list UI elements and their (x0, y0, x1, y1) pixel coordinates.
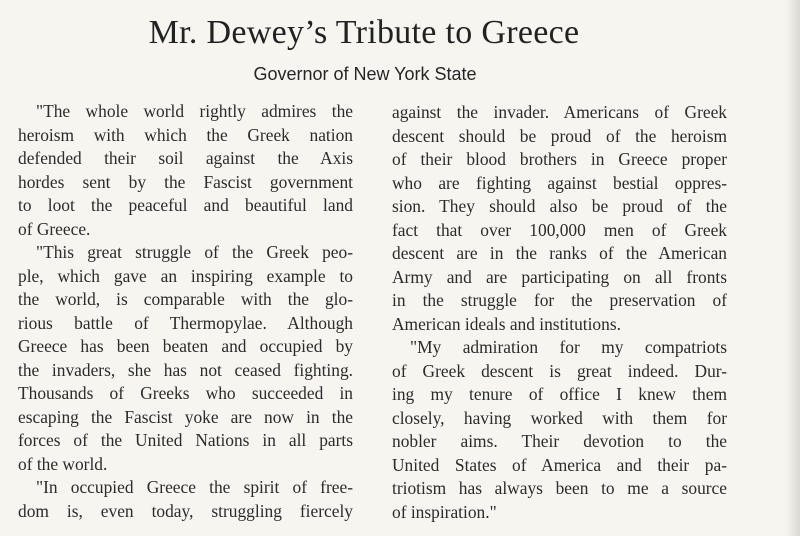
text-line: fact that over 100,000 men of Greek (392, 219, 727, 240)
text-line: Greece has been beaten and occupied by (18, 336, 353, 356)
text-column-right (392, 101, 727, 524)
page-edge-shadow (786, 0, 800, 536)
text-line: "The whole world rightly admires the (36, 101, 353, 121)
text-line: closely, having worked with them for (392, 407, 727, 428)
text-line: sion. They should also be proud of the (392, 196, 727, 216)
text-line: ple, which gave an inspiring example to (18, 265, 353, 286)
text-line: United States of America and their pa- (392, 454, 727, 475)
text-line: forces of the United Nations in all parts (18, 430, 353, 450)
text-line: Thousands of Greeks who succeeded in (18, 383, 353, 403)
text-line: ing my tenure of office I knew them (392, 384, 727, 404)
text-line: rious battle of Thermopylae. Although (18, 312, 353, 333)
text-line: defended their soil against the Axis (18, 148, 353, 168)
article-title: Mr. Dewey’s Tribute to Greece (148, 14, 580, 51)
text-line: the world, is comparable with the glo- (18, 289, 353, 309)
text-line: nobler aims. Their devotion to the (392, 431, 727, 451)
text-line: escaping the Fascist yoke are now in the (18, 406, 353, 427)
text-line: in the struggle for the preservation of (392, 290, 727, 310)
text-line: descent should be proud of the heroism (392, 125, 727, 146)
text-line: of inspiration." (392, 501, 497, 522)
text-line: of the world. (18, 453, 108, 474)
article-subtitle: Governor of New York State (253, 64, 477, 84)
text-line: triotism has always been to me a source (392, 478, 727, 498)
text-line: descent are in the ranks of the American (392, 243, 727, 263)
text-line: of Greek descent is great indeed. Dur- (392, 360, 727, 381)
text-line: of Greece. (18, 218, 91, 239)
text-line: against the invader. Americans of Greek (392, 102, 727, 122)
text-line: of their blood brothers in Greece proper (392, 149, 727, 169)
text-column-left (18, 100, 353, 523)
text-line: who are fighting against bestial oppres- (392, 172, 727, 193)
text-line: hordes sent by the Fascist government (18, 171, 353, 192)
text-line: "My admiration for my compatriots (410, 337, 727, 357)
text-line: dom is, even today, struggling fiercely (18, 500, 353, 521)
text-line: American ideals and institutions. (392, 313, 621, 334)
text-line: Army and are participating on all fronts (392, 266, 727, 287)
text-line: heroism with which the Greek nation (18, 124, 353, 145)
text-line: the invaders, she has not ceased fighting. (18, 359, 353, 380)
text-line: to loot the peaceful and beautiful land (18, 195, 353, 215)
text-line: "In occupied Greece the spirit of free- (36, 477, 353, 497)
text-line: "This great struggle of the Greek peo- (36, 242, 353, 262)
